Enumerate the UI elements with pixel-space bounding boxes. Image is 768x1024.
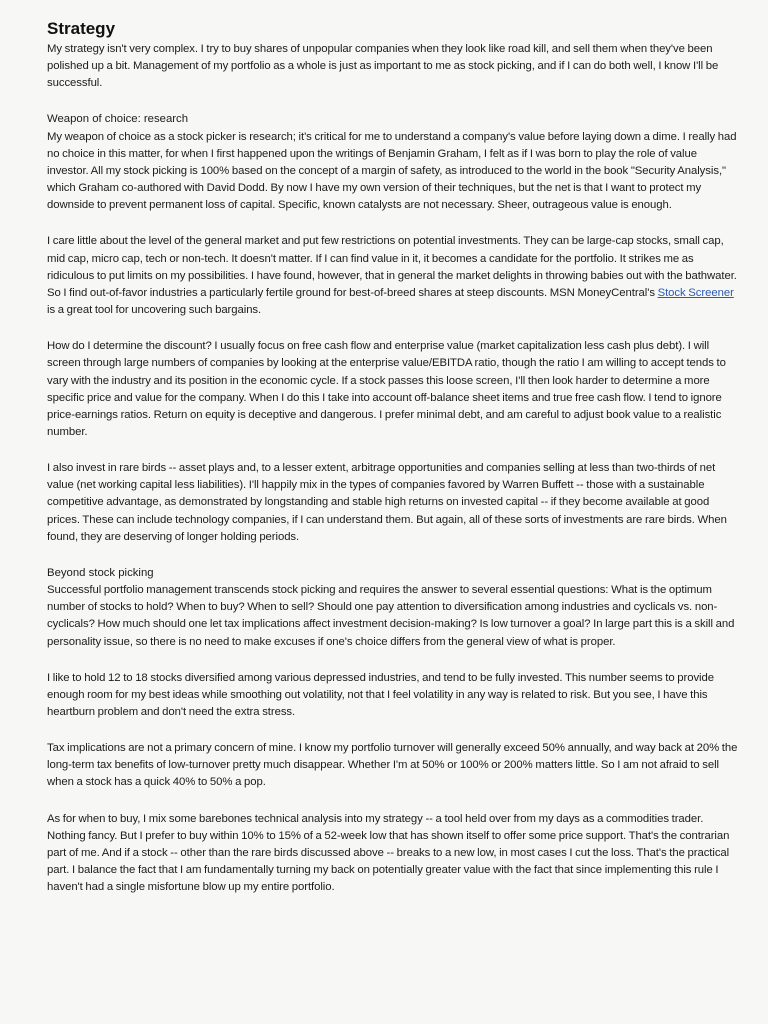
page-title: Strategy — [47, 19, 116, 38]
section-heading-research: Weapon of choice: research — [47, 113, 189, 126]
research-paragraph-2 — [47, 233, 738, 319]
research-paragraph-3: How do I determine the discount? I usually focus on free cash flow and enterprise value (market capitalization less cash plus debt). I will screen through large numbers of companies by looking at the enterprise value/EBITDA ratio, though the ratio I am willing to accept tends to vary with the industry and its position in the economic cycle. If a stock passes this loose screen, I'll then look harder to determine a more specific price and value for the company. When I do this I take into account off-balance sheet items and true free cash flow. I tend to ignore price-earnings ratios. Return on equity is deceptive and dangerous. I prefer minimal debt, and am careful to adjust book value to a realistic number. — [47, 340, 726, 438]
portfolio-paragraph-4: As for when to buy, I mix some barebones technical analysis into my strategy -- a tool held over from my days as a commodities trader. Nothing fancy. But I prefer to buy within 10% to 15% of a 52-week low that has shown itself to offer some price support. That's the contrarian part of me. And if a stock -- other than the rare birds discussed above -- breaks to a new low, in most cases I cut the loss. That's the practical part. I balance the fact that I am fundamentally turning my back on potentially greater value with the fact that since implementing this rule I haven't had a single misfortune blow up my entire portfolio. — [47, 812, 730, 894]
portfolio-paragraph-3: Tax implications are not a primary concern of mine. I know my portfolio turnover will generally exceed 50% annually, and way back at 20% the long-term tax benefits of low-turnover pretty much disappear. Whether I'm at 50% or 100% or 200% matters little. So I am not afraid to sell when a stock has a quick 40% to 50% a pop. — [47, 742, 738, 789]
research-paragraph-2-text-a: I care little about the level of the general market and put few restrictions on potential investments. They can be large-cap stocks, small cap, mid cap, micro cap, tech or non-tech. It doesn't matter. If I can find value in it, it becomes a candidate for the portfolio. It strikes me as ridiculous to put limits on my possibilities. I have found, however, that in general the market delights in throwing babies out with the bathwater. So I find out-of-favor industries a particularly fertile ground for best-of-breed shares at steep discounts. MSN MoneyCentral's — [47, 235, 737, 299]
research-paragraph-2-text-b: is a great tool for uncovering such bargains. — [47, 304, 262, 317]
stock-screener-link[interactable]: Stock Screener — [657, 286, 734, 299]
research-paragraph-4: I also invest in rare birds -- asset plays and, to a lesser extent, arbitrage opportunities and companies selling at less than two-thirds of net value (net working capital less liabilities). I'll happily mix in the types of companies favored by Warren Buffett -- those with a sustainable competitive advantage, as demonstrated by longstanding and stable high returns on invested capital -- if they become available at good prices. These can include technology companies, if I can understand them. But again, all of these sorts of investments are rare birds. When found, they are deserving of longer holding periods. — [47, 462, 727, 543]
portfolio-paragraph-2: I like to hold 12 to 18 stocks diversified among various depressed industries, and tend to be fully invested. This number seems to provide enough room for my best ideas while smoothing out volatility, not that I feel volatility in any way is related to risk. But you see, I have this heartburn problem and don't need the extra stress. — [47, 671, 714, 718]
portfolio-paragraph-1: Successful portfolio management transcends stock picking and requires the answer to several essential questions: What is the optimum number of stocks to hold? When to buy? When to sell? Should one pay attention to diversification among industries and cyclicals vs. non-cyclicals? How much should one let tax implications affect investment decision-making? Is low turnover a goal? In large part this is a skill and personality issue, so there is no need to make excuses if one's choice differs from the general view of what is proper. — [47, 584, 735, 648]
section-heading-portfolio: Beyond stock picking — [47, 566, 154, 579]
intro-paragraph: My strategy isn't very complex. I try to buy shares of unpopular companies when they look like road kill, and sell them when they've been polished up a bit. Management of my portfolio as a whole is just as important to me as stock picking, and if I can do both well, I know I'll be successful. — [47, 43, 719, 90]
research-paragraph-1: My weapon of choice as a stock picker is research; it's critical for me to understand a company's value before laying down a dime. I really had no choice in this matter, for when I first happened upon the writings of Benjamin Graham, I felt as if I was born to play the role of value investor. All my stock picking is 100% based on the concept of a margin of safety, as introduced to the world in the book "Security Analysis," which Graham co-authored with David Dodd. By now I have my own version of their techniques, but the net is that I want to protect my downside to prevent permanent loss of capital. Specific, known catalysts are not necessary. Sheer, outrageous value is enough. — [47, 130, 737, 212]
